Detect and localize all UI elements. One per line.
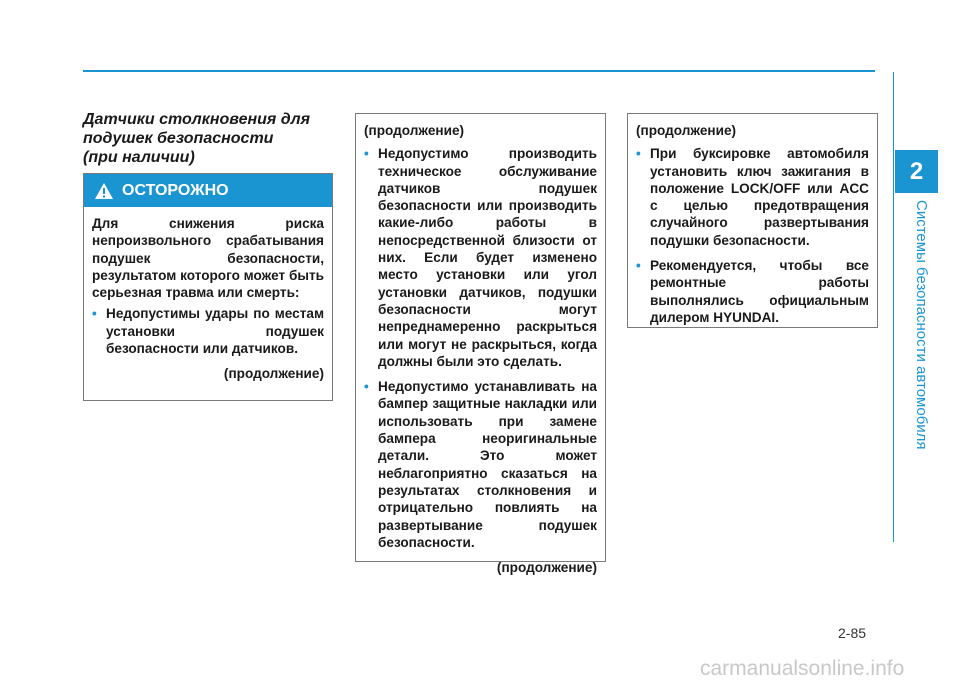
continued-label: (продолжение) xyxy=(496,560,597,576)
chapter-title: Системы безопасности автомобиля xyxy=(913,200,930,450)
continued-label: (продолжение) xyxy=(364,123,465,138)
warning-intro: Для снижения риска непроизвольного срабатывания подушек безопасности, результатом которого может быть серьезная травма или смерть: xyxy=(92,216,324,301)
top-rule xyxy=(83,70,875,72)
bullet-text: Недопустимо устанавливать на бампер защитные накладки или использовать при замене бампера неоригинальные детали. Это может неблагоприятно сказаться на результатах столкновения и отрицательно повлиять на развертывание подушек безопасности. xyxy=(378,379,597,550)
bullet-icon: • xyxy=(364,379,369,395)
heading-line: подушек безопасности xyxy=(83,130,274,147)
continued-label: (продолжение) xyxy=(636,123,737,138)
page-number: 2-85 xyxy=(838,625,867,641)
continued-label: (продолжение) xyxy=(223,366,324,382)
warning-label: ОСТОРОЖНО xyxy=(122,181,229,199)
list-item xyxy=(364,145,597,370)
bullet-icon: • xyxy=(636,258,641,274)
continued-box-right xyxy=(627,113,878,328)
continued-box-middle xyxy=(355,113,606,576)
warning-header xyxy=(84,174,332,207)
heading-line: Датчики столкновения для xyxy=(83,111,311,128)
warning-triangle-icon xyxy=(94,182,114,200)
warning-body xyxy=(84,207,332,391)
warning-box xyxy=(83,173,333,401)
bullet-text: Недопустимо производить техническое обслуживание датчиков подушек безопасности или производить какие-либо работы в непосредственной близости от них. Если будет изменено место установки или угол установки датчиков, подушки безопасности могут непреднамеренно раскрыться или могут не раскрыться, когда должны были это сделать. xyxy=(378,146,597,369)
list-item xyxy=(364,378,597,551)
bullet-text: При буксировке автомобиля установить ключ зажигания в положение LOCK/OFF или ACC с целью предотвращения случайного развертывания подушки безопасности. xyxy=(650,146,869,248)
bullet-text: Недопустимы удары по местам установки подушек безопасности или датчиков. xyxy=(106,306,324,357)
heading-line: (при наличии) xyxy=(83,149,195,166)
list-item xyxy=(636,257,869,326)
section-heading xyxy=(83,110,343,167)
list-item xyxy=(636,145,869,249)
chapter-rule xyxy=(893,72,894,542)
watermark: carmanualsonline.info xyxy=(700,657,905,680)
list-item xyxy=(92,305,324,357)
bullet-text: Рекомендуется, чтобы все ремонтные работы выполнялись официальным дилером HYUNDAI. xyxy=(650,258,869,325)
chapter-number-badge: 2 xyxy=(895,150,938,193)
bullet-icon: • xyxy=(364,146,369,162)
bullet-icon: • xyxy=(92,306,97,322)
bullet-icon: • xyxy=(636,146,641,162)
